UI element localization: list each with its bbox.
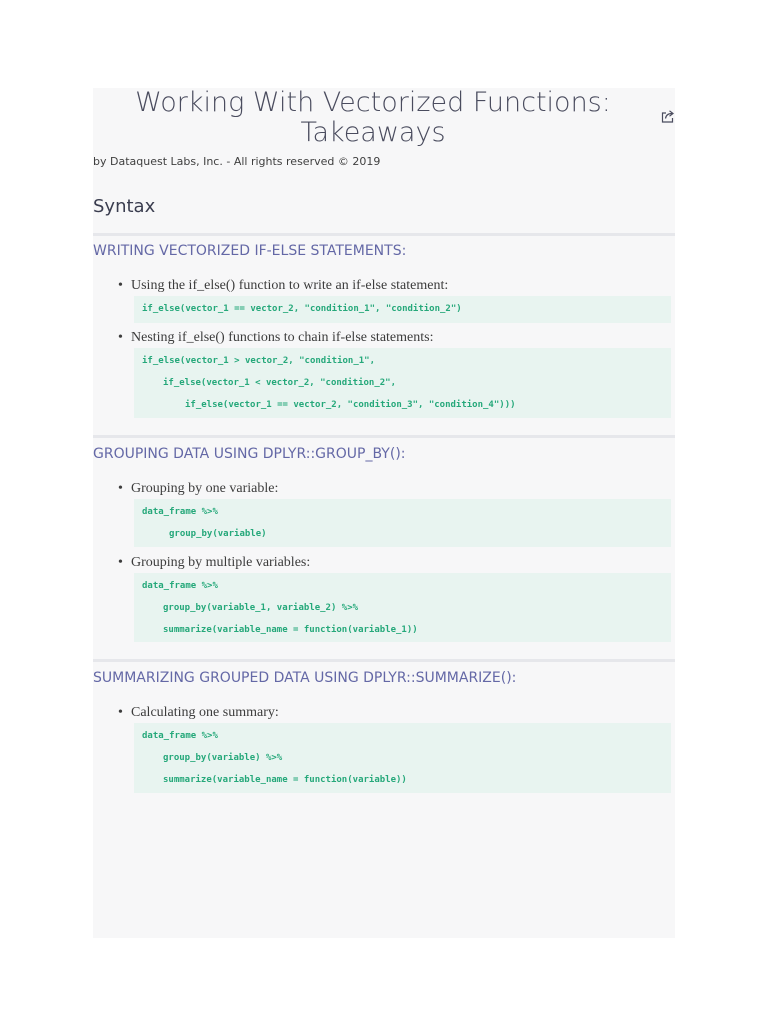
list-item-text: Nesting if_else() functions to chain if-else statements: <box>131 330 434 345</box>
page-title <box>93 88 653 148</box>
code-line: group_by(variable_1, variable_2) %>% <box>163 603 359 613</box>
code-block <box>134 723 671 793</box>
list-item-text: Using the if_else() function to write an if-else statement: <box>131 278 449 293</box>
section-title-if-else: WRITING VECTORIZED IF-ELSE STATEMENTS: <box>93 243 407 259</box>
page-title-line-2: Takeaways <box>300 117 446 148</box>
code-line: if_else(vector_1 == vector_2, "condition_1", "condition_2") <box>142 304 462 314</box>
section-divider <box>93 233 675 236</box>
list-item: • Calculating one summary: <box>118 705 279 720</box>
list-item-text: Grouping by multiple variables: <box>131 555 311 570</box>
list-item: • Grouping by multiple variables: <box>118 555 311 570</box>
code-block <box>134 499 671 547</box>
code-block <box>134 348 671 418</box>
list-item-text: Grouping by one variable: <box>131 481 279 496</box>
code-line: data_frame %>% <box>142 731 218 741</box>
code-block <box>134 573 671 642</box>
byline: by Dataquest Labs, Inc. - All rights reserved © 2019 <box>93 155 381 168</box>
code-line: if_else(vector_1 > vector_2, "condition_1", <box>142 356 375 366</box>
code-line: if_else(vector_1 < vector_2, "condition_2", <box>163 378 396 388</box>
code-line: if_else(vector_1 == vector_2, "condition_3", "condition_4"))) <box>185 400 516 410</box>
syntax-heading: Syntax <box>93 196 156 217</box>
code-line: group_by(variable) %>% <box>163 753 283 763</box>
list-item: • Grouping by one variable: <box>118 481 279 496</box>
list-item: • Nesting if_else() functions to chain if-else statements: <box>118 330 434 345</box>
code-block <box>134 296 671 323</box>
code-line: summarize(variable_name = function(variable)) <box>163 775 407 785</box>
code-line: data_frame %>% <box>142 507 218 517</box>
code-line: summarize(variable_name = function(variable_1)) <box>163 625 418 635</box>
page-title-line-1: Working With Vectorized Functions: <box>135 87 611 118</box>
list-item-text: Calculating one summary: <box>131 705 279 720</box>
list-item: • Using the if_else() function to write an if-else statement: <box>118 278 449 293</box>
section-title-summarize: SUMMARIZING GROUPED DATA USING DPLYR::SUMMARIZE(): <box>93 670 517 686</box>
section-title-group-by: GROUPING DATA USING DPLYR::GROUP_BY(): <box>93 446 406 462</box>
code-line: data_frame %>% <box>142 581 218 591</box>
section-divider <box>93 435 675 438</box>
code-line: group_by(variable) <box>169 529 267 539</box>
section-divider <box>93 659 675 662</box>
share-icon[interactable] <box>660 108 676 124</box>
